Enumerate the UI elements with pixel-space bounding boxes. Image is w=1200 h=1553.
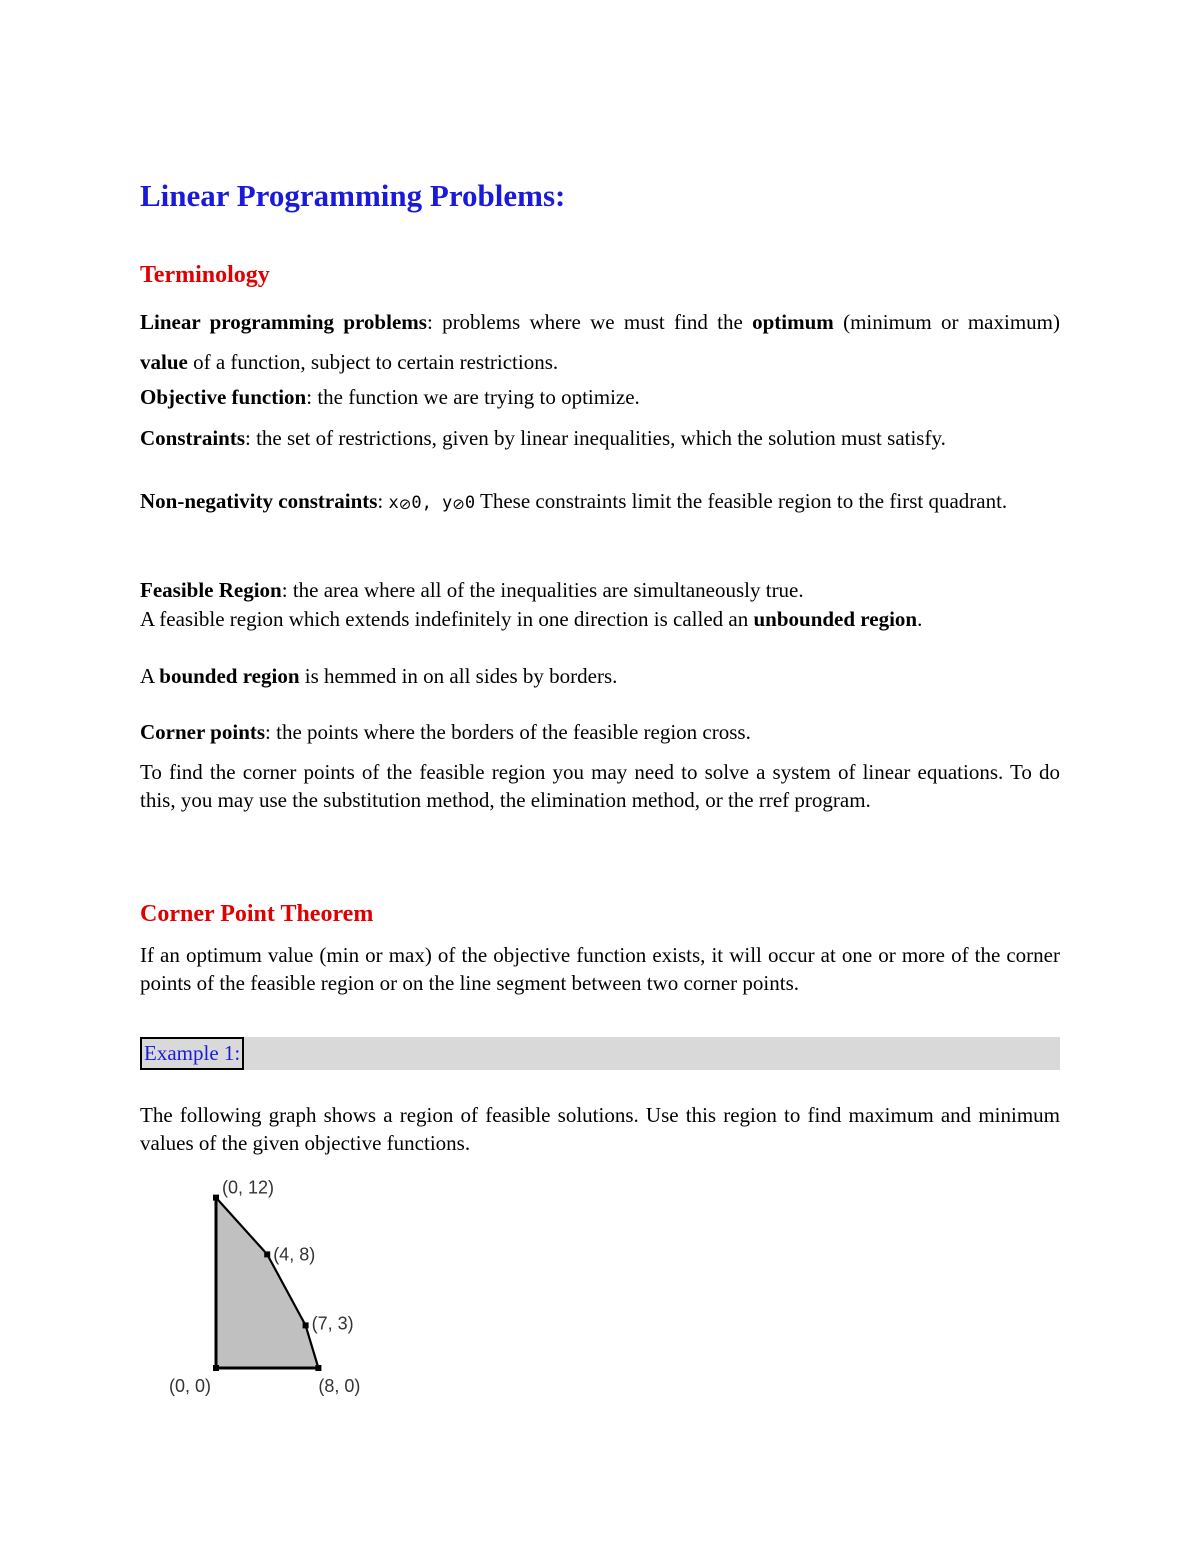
- objective-definition: [140, 383, 1060, 411]
- corner-point-label: (7, 3): [311, 1313, 354, 1334]
- corner-point-marker: [303, 1322, 309, 1328]
- example-text: The following graph shows a region of feasible solutions. Use this region to find maximum and minimum values of the given objective functions.: [140, 1103, 1060, 1155]
- corner-point-marker: [264, 1251, 270, 1257]
- corner-point-label: (0, 12): [222, 1180, 275, 1198]
- feasible-definition: [140, 576, 1060, 604]
- corner-point-marker: [213, 1195, 219, 1201]
- nonneg-def: These constraints limit the feasible region to the first quadrant.: [475, 489, 1008, 513]
- lpp-def-part1: : problems where we must find the: [426, 310, 753, 334]
- objective-term: Objective function: [140, 385, 307, 409]
- feasible-term: Feasible Region: [140, 578, 282, 602]
- corner-point-marker: [315, 1365, 321, 1371]
- nonneg-zero-comma: 0, y: [411, 493, 453, 513]
- lpp-term: Linear programming problems: [140, 310, 427, 334]
- corner-term: Corner points: [140, 720, 266, 744]
- example-label: Example 1:: [140, 1037, 244, 1070]
- corner-find-paragraph: To find the corner points of the feasible region you may need to solve a system of linear equations. To do this, you may use the substitution method, the elimination method, or the rref program.: [140, 760, 1060, 812]
- unbounded-term: unbounded region: [753, 607, 918, 631]
- corner-point-marker: [213, 1365, 219, 1371]
- lpp-def-part3: of a function, subject to certain restrictions.: [187, 350, 559, 374]
- feasible-region-fill: [216, 1198, 318, 1368]
- corner-def: : the points where the borders of the feasible region cross.: [265, 720, 751, 744]
- nonneg-x: x: [388, 493, 399, 513]
- unbounded-definition: [140, 605, 1060, 633]
- terminology-heading: Terminology: [140, 262, 270, 288]
- geq-icon: ⊘: [398, 495, 412, 513]
- lpp-def-part2: (minimum or maximum): [833, 310, 1060, 334]
- feasible-region-graph: [150, 1180, 410, 1410]
- value-term: value: [140, 350, 188, 374]
- corner-point-label: (4, 8): [273, 1244, 316, 1265]
- nonneg-term: Non-negativity constraints: [140, 489, 378, 513]
- unbounded-pre: A feasible region which extends indefinitely in one direction is called an: [140, 607, 754, 631]
- corner-point-label: (8, 0): [318, 1376, 361, 1396]
- constraints-definition: [140, 424, 1060, 452]
- constraints-term: Constraints: [140, 426, 246, 450]
- nonneg-zero: 0: [464, 493, 476, 513]
- optimum-term: optimum: [752, 310, 834, 334]
- constraints-def: : the set of restrictions, given by linear inequalities, which the solution must satisfy.: [245, 426, 946, 450]
- feasible-def: : the area where all of the inequalities are simultaneously true.: [281, 578, 804, 602]
- geq-icon: ⊘: [452, 495, 465, 513]
- bounded-definition: [140, 662, 1060, 690]
- theorem-heading: Corner Point Theorem: [140, 901, 374, 927]
- example-bar: [140, 1037, 1060, 1070]
- bounded-pre: A: [140, 664, 160, 688]
- nonneg-definition: [140, 486, 1060, 520]
- bounded-term: bounded region: [159, 664, 300, 688]
- objective-def: : the function we are trying to optimize.: [306, 385, 640, 409]
- page-title: Linear Programming Problems:: [140, 178, 566, 213]
- corner-point-label: (0, 0): [169, 1376, 212, 1396]
- corner-definition: [140, 718, 1060, 746]
- nonneg-colon: :: [377, 489, 389, 513]
- bounded-post: is hemmed in on all sides by borders.: [299, 664, 618, 688]
- lpp-definition: [140, 302, 1060, 382]
- theorem-text: If an optimum value (min or max) of the objective function exists, it will occur at one or more of the corner points of the feasible region or on the line segment between two corner points.: [140, 943, 1060, 995]
- unbounded-post: .: [917, 607, 923, 631]
